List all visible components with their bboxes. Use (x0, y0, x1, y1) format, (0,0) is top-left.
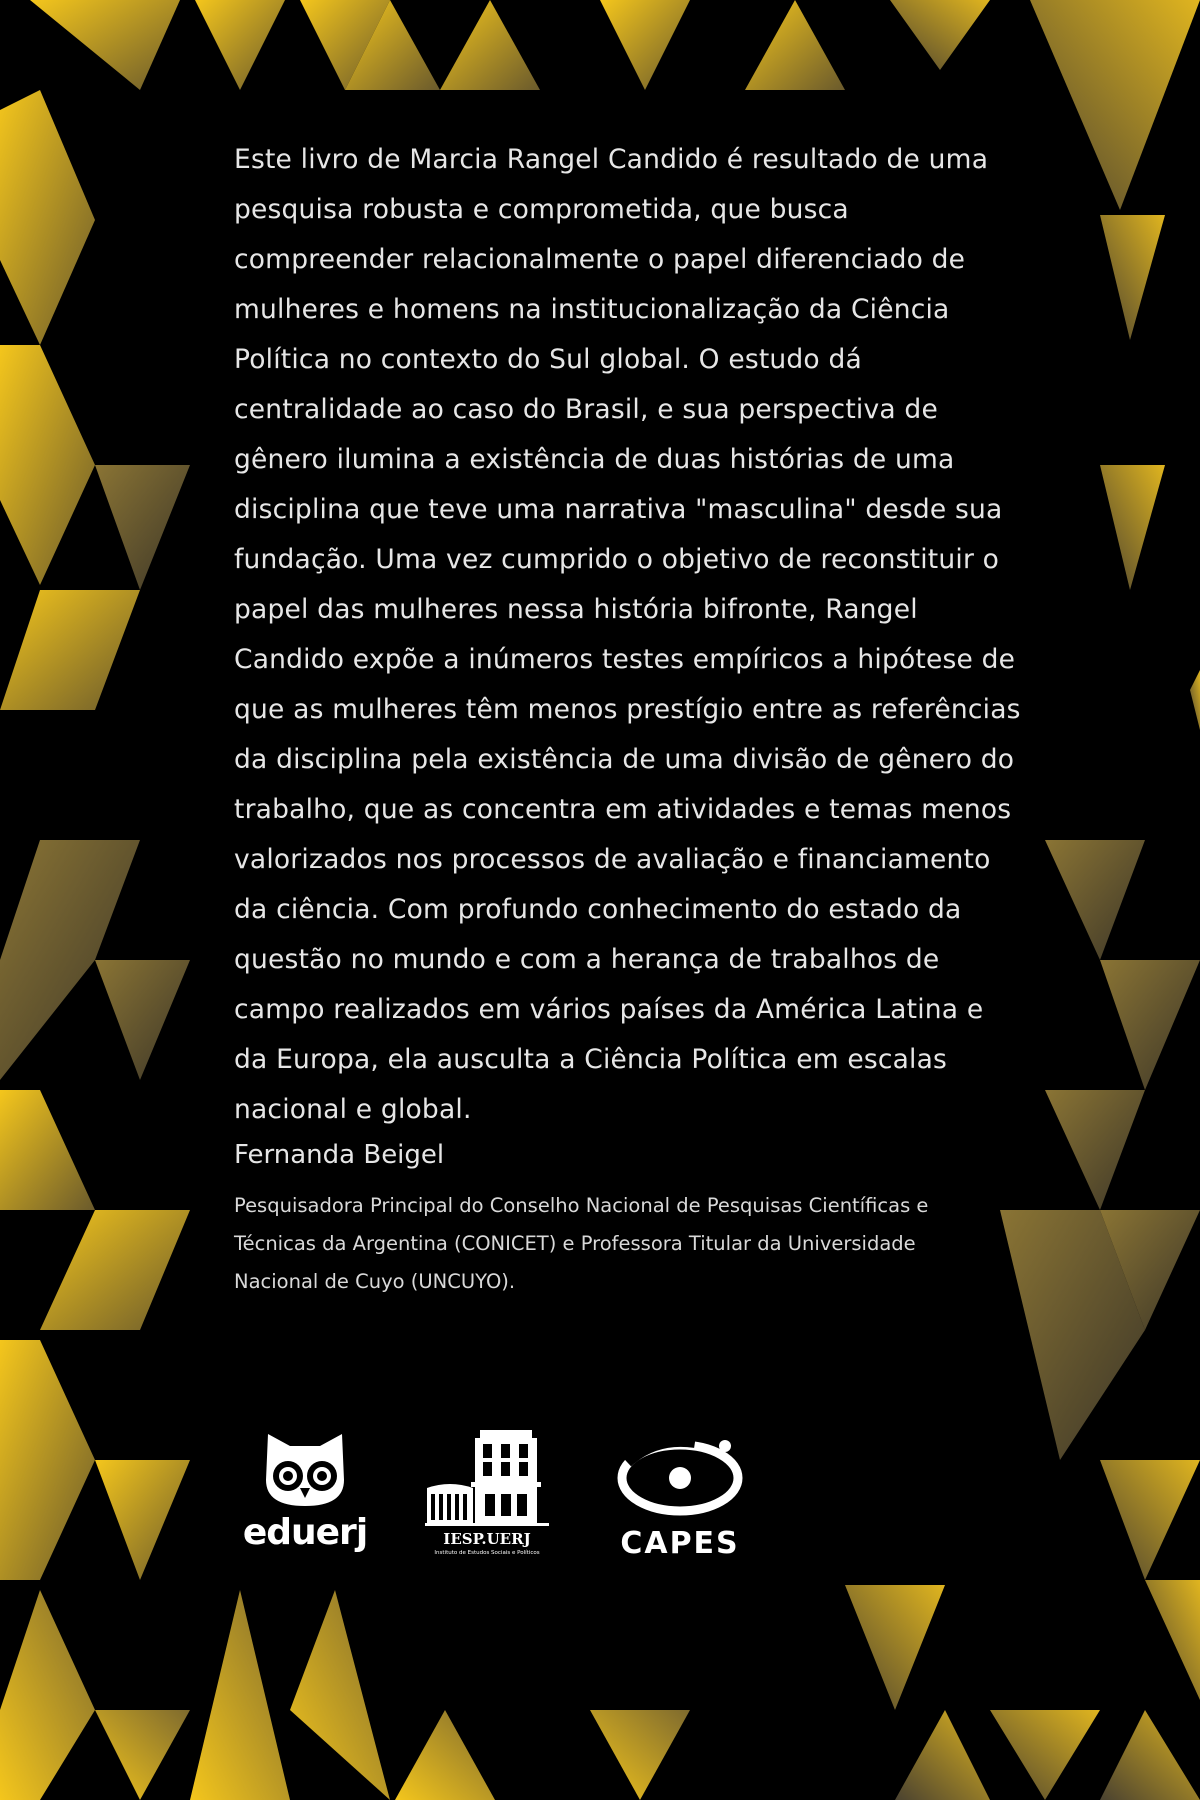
iesp-wordmark: IESP.UERJ (443, 1530, 531, 1548)
right-triangles (1000, 215, 1200, 1700)
left-triangles (0, 90, 190, 1580)
capes-wordmark: CAPES (620, 1526, 740, 1561)
building-icon (425, 1428, 549, 1528)
orbit-icon (615, 1428, 745, 1523)
owl-icon (240, 1430, 370, 1510)
endorser-affiliation: Pesquisadora Principal do Conselho Nacional de Pesquisas Científicas e Técnicas da Argentina (CONICET) e Professora Titular da Universidade Nacional de Cuyo (UNCUYO). (234, 1194, 929, 1293)
capes-logo (615, 1428, 745, 1568)
blurb-text: Este livro de Marcia Rangel Candido é resultado de uma pesquisa robusta e comprometida, que busca compreender relacionalmente o papel diferenciado de mulheres e homens na institucionalização da Ciência Política no contexto do Sul global. O estudo dá centralidade ao caso do Brasil, e sua perspectiva de gênero ilumina a existência de duas histórias de uma disciplina que teve uma narrativa "masculina" desde sua fundação. Uma vez cumprido o objetivo de reconstituir o papel das mulheres nessa história bifronte, Rangel Candido expõe a inúmeros testes empíricos a hipótese de que as mulheres têm menos prestígio entre as referências da disciplina pela existência de uma divisão de gênero do trabalho, que as concentra em atividades e temas menos valorizados nos processos de avaliação e financiamento da ciência. Com profundo conhecimento do estado da questão no mundo e com a herança de trabalhos de campo realizados em vários países da América Latina e da Europa, ela ausculta a Ciência Política em escalas nacional e global. (234, 144, 1021, 1125)
iesp-subtitle: Instituto de Estudos Sociais e Políticos (434, 1550, 540, 1556)
eduerj-logo (240, 1430, 370, 1560)
iesp-uerj-logo (425, 1428, 549, 1563)
endorser-name: Fernanda Beigel (234, 1140, 445, 1170)
eduerj-wordmark: eduerj (242, 1512, 368, 1553)
bottom-triangles (0, 1585, 1200, 1800)
